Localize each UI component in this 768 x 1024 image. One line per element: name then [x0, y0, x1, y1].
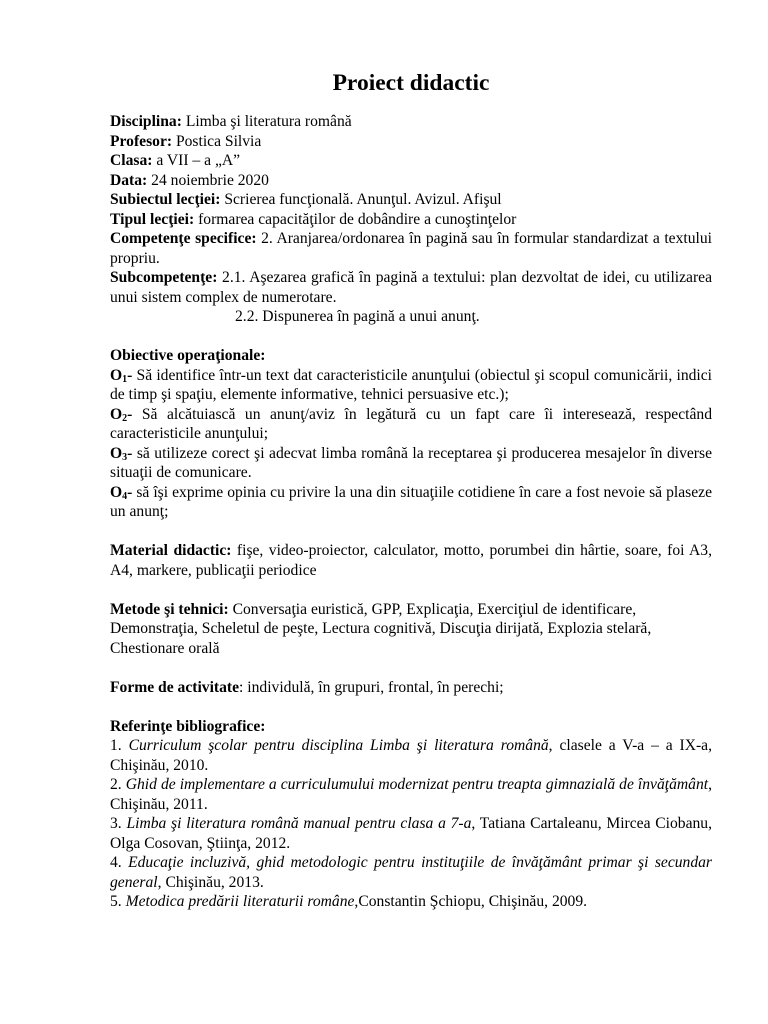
objective-item [110, 366, 712, 405]
objective-text: Să alcătuiască un anunţ/aviz în legătură cu un fapt care îi interesează, respectând caracteristicile anunţului; [110, 405, 712, 442]
field-label: Profesor: [110, 132, 173, 150]
field-competente [110, 229, 712, 268]
reference-title: Limba şi literatura română manual pentru clasa a 7-a [126, 815, 472, 832]
forme-activitate [110, 678, 712, 698]
field-clasa [110, 151, 712, 171]
reference-item: 1. Curriculum şcolar pentru disciplina Limba şi literatura română, clasele a V-a – a IX-a, Chişinău, 2010. [110, 737, 713, 774]
field-label: Tipul lecţiei: [110, 210, 195, 228]
reference-item: 2. Ghid de implementare a curriculumului modernizat pentru treapta gimnazială de învăţământ, Chişinău, 2011. [110, 776, 712, 813]
reference-item: 5. Metodica predării literaturii române,Constantin Şchiopu, Chişinău, 2009. [110, 893, 588, 910]
field-value: Conversaţia euristică, GPP, Explicaţia, Exerciţiul de identificare, Demonstraţia, Scheletul de peşte, Lectura cognitivă, Discuţia dirijată, Explozia stelară, Chestionare orală [110, 600, 652, 657]
section-heading-referinte: Referinţe bibliografice: [110, 717, 266, 735]
field-label: Competenţe specifice: [110, 230, 257, 247]
field-label: Disciplina: [110, 113, 182, 130]
field-label: Data: [110, 171, 148, 189]
field-label: Metode şi tehnici: [110, 600, 229, 618]
objective-text: să utilizeze corect şi adecvat limba română la receptarea şi producerea mesajelor în diverse situaţii de comunicare. [110, 444, 712, 481]
field-tipul [110, 210, 712, 230]
objective-code: $O_2-$ [110, 405, 133, 424]
field-value: 2. Aranjarea/ordonarea în pagină sau în formular standardizat a textului propriu. [110, 230, 712, 267]
field-value: Scrierea funcţională. Anunţul. Avizul. Afişul [220, 191, 502, 208]
field-value: a VII – a „A” [152, 152, 241, 169]
subcompetenta-2-2: 2.2. Dispunerea în pagină a unui anunţ. [235, 308, 480, 325]
objective-code: $O_4-$ [110, 483, 133, 502]
spacer [110, 522, 712, 542]
spacer [110, 327, 712, 347]
spacer [110, 580, 712, 600]
objective-item [110, 405, 712, 444]
field-value: Limba şi literatura română [181, 113, 352, 130]
field-value: : individulă, în grupuri, frontal, în perechi; [239, 678, 504, 696]
field-profesor [110, 132, 712, 152]
field-value: 2.1. Aşezarea grafică în pagină a textului: plan dezvoltat de idei, cu utilizarea unui sistem complex de numerotare. [110, 269, 712, 306]
field-subiectul [110, 190, 712, 210]
objective-item [110, 483, 712, 522]
material-didactic [110, 541, 712, 580]
reference-item: 4. Educaţie incluzivă, ghid metodologic pentru instituţiile de învăţământ primar şi secundar general, Chişinău, 2013. [110, 854, 712, 891]
field-disciplina [110, 112, 712, 132]
objective-text: Să identifice într-un text dat caracteristicile anunţului (obiectul şi scopul comunicării, indici de timp şi spaţiu, elemente informative, tehnici persuasive etc.); [110, 366, 712, 403]
reference-title: Ghid de implementare a curriculumului modernizat pentru treapta gimnazială de învăţământ [125, 776, 709, 793]
metode-tehnici [110, 600, 712, 659]
field-value: fişe, video-proiector, calculator, motto, porumbei din hârtie, soare, foi A3, A4, markere, publicaţii periodice [110, 542, 712, 579]
reference-title: Metodica predării literaturii române [125, 893, 355, 910]
section-heading-obiective: Obiective operaţionale: [110, 347, 266, 364]
field-value: formarea capacităţilor de dobândire a cunoştinţelor [194, 210, 517, 228]
field-data [110, 171, 712, 191]
reference-item: 3. Limba şi literatura română manual pentru clasa a 7-a, Tatiana Cartaleanu, Mircea Ciobanu, Olga Cosovan, Ştiinţa, 2012. [110, 815, 713, 852]
field-label: Subcompetenţe: [110, 269, 218, 286]
spacer [110, 658, 712, 678]
reference-title: Educaţie incluzivă, ghid metodologic pentru instituţiile de învăţământ primar şi secundar general [110, 854, 712, 891]
field-label: Clasa: [110, 152, 153, 169]
objective-code: $O_3-$ [110, 444, 133, 463]
document-body [110, 68, 712, 912]
field-value: 24 noiembrie 2020 [147, 171, 269, 189]
field-label: Forme de activitate [110, 678, 240, 696]
field-subcompetente [110, 268, 712, 307]
field-value: Postica Silvia [172, 132, 262, 150]
field-label: Subiectul lecţiei: [110, 191, 221, 208]
objective-item [110, 444, 712, 483]
page-title: Proiect didactic [332, 70, 490, 96]
reference-title: Curriculum şcolar pentru disciplina Limba şi literatura română [128, 737, 549, 754]
field-label: Material didactic: [110, 542, 232, 559]
objective-code: $O_1-$ [110, 366, 133, 385]
spacer [110, 697, 712, 717]
objective-text: să îşi exprime opinia cu privire la una din situaţiile cotidiene în care a fost nevoie să plaseze un anunţ; [110, 483, 712, 520]
